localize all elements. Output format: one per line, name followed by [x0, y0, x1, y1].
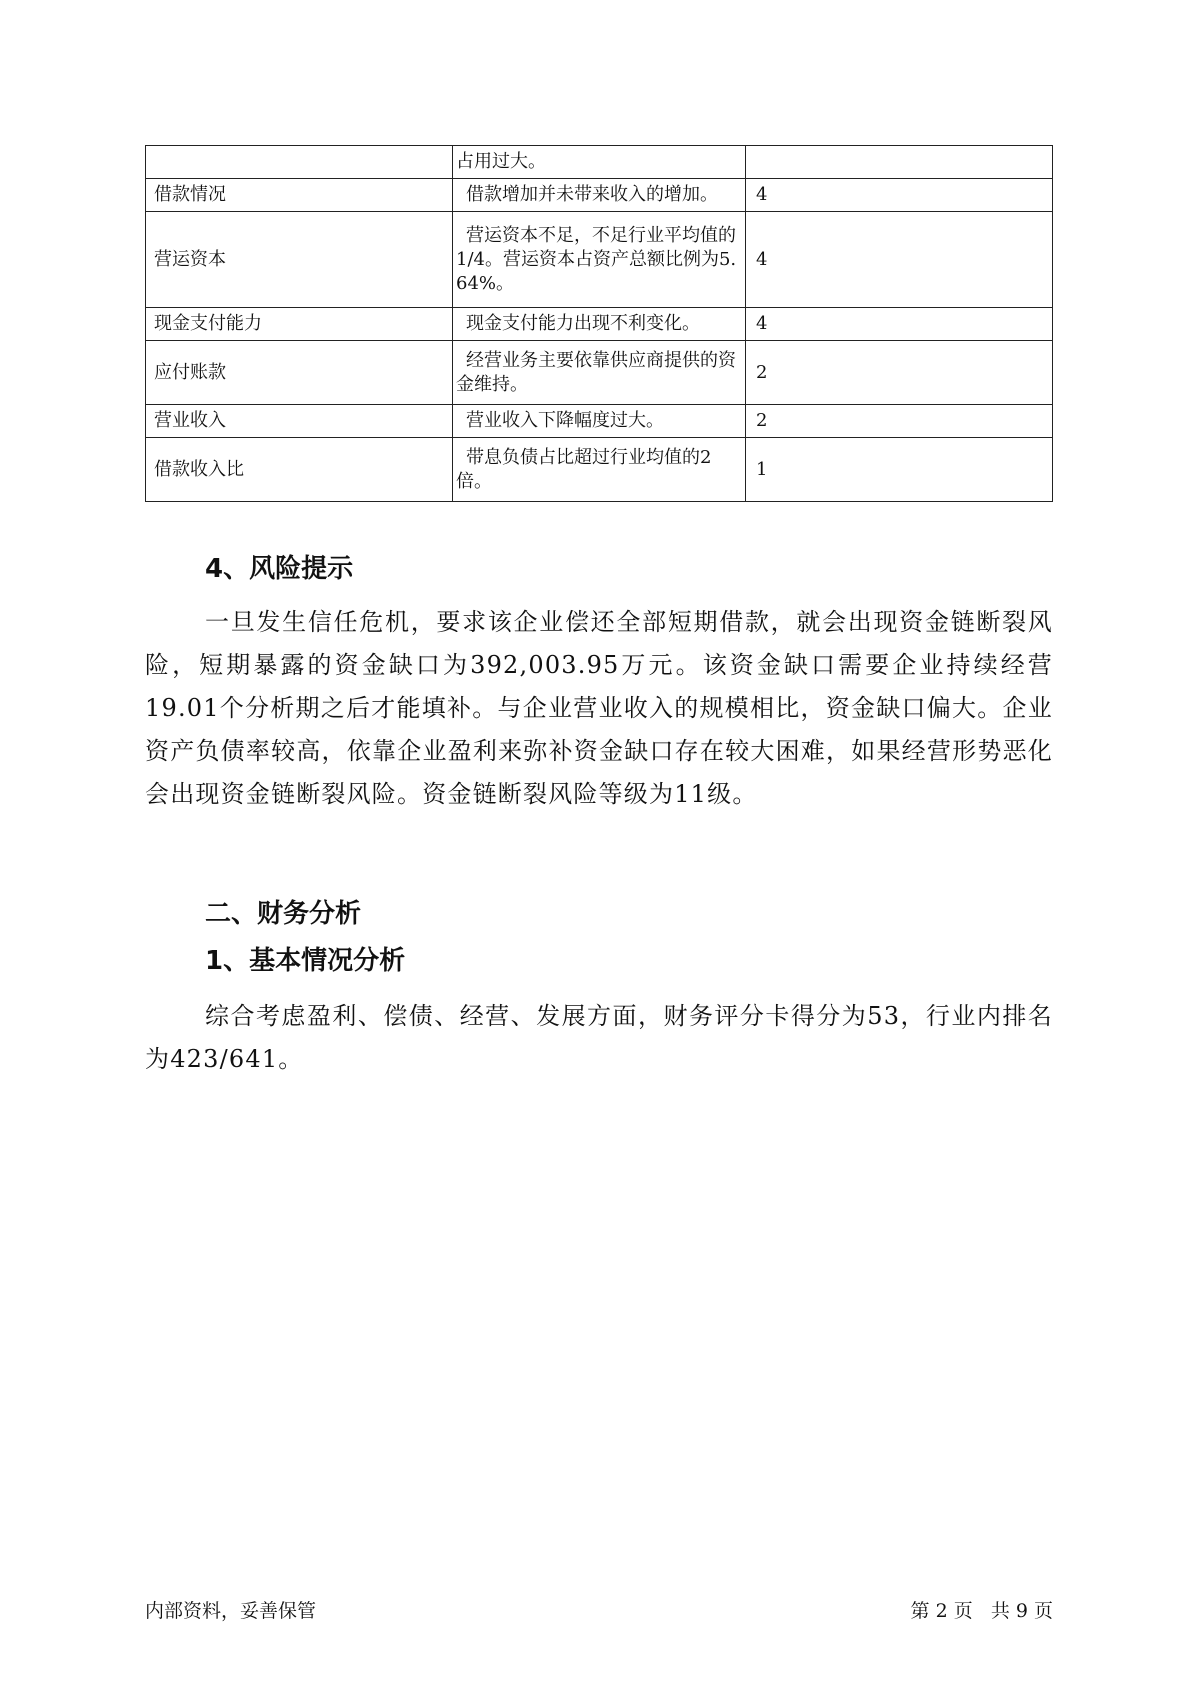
indicator-name: 借款收入比	[146, 438, 453, 502]
indicator-name: 现金支付能力	[146, 308, 453, 341]
risk-indicator-table	[145, 145, 1053, 502]
table-row	[146, 438, 1053, 502]
footer-page-number: 第 2 页 共 9 页	[910, 1600, 1053, 1622]
indicator-score: 2	[746, 405, 1053, 438]
table-row	[146, 308, 1053, 341]
financial-analysis-heading: 二、财务分析	[205, 899, 362, 929]
indicator-description: 营业收入下降幅度过大。	[466, 410, 664, 431]
table-row	[146, 341, 1053, 405]
table-row	[146, 179, 1053, 212]
risk-warning-paragraph: 一旦发生信任危机，要求该企业偿还全部短期借款，就会出现资金链断裂风险，短期暴露的资金缺口为392,003.95万元。该资金缺口需要企业持续经营 19.01个分析期之后才能填补。与企业营业收入的规模相比，资金缺口偏大。企业资产负债率较高，依靠企业盈利来弥补资金缺口存在较大困难，如果经营形势恶化会出现资金链断裂风险。资金链断裂风险等级为11级。	[145, 608, 1053, 808]
risk-warning-heading: 4、风险提示	[205, 554, 354, 584]
indicator-name: 营运资本	[146, 212, 453, 308]
footer-confidential-note: 内部资料，妥善保管	[145, 1600, 317, 1622]
indicator-name: 营业收入	[146, 405, 453, 438]
indicator-name	[146, 146, 453, 179]
table-row	[146, 146, 1053, 179]
indicator-name: 借款情况	[146, 179, 453, 212]
indicator-description: 占用过大。	[453, 146, 746, 179]
indicator-description: 带息负债占比超过行业均值的2倍。	[453, 438, 746, 502]
indicator-score: 4	[746, 308, 1053, 341]
indicator-score	[746, 146, 1053, 179]
indicator-name: 应付账款	[146, 341, 453, 405]
indicator-score: 4	[746, 212, 1053, 308]
basic-analysis-paragraph: 综合考虑盈利、偿债、经营、发展方面，财务评分卡得分为53，行业内排名为423/641。	[145, 1002, 1053, 1073]
indicator-score: 1	[746, 438, 1053, 502]
indicator-score: 4	[746, 179, 1053, 212]
table-row	[146, 212, 1053, 308]
indicator-description: 经营业务主要依靠供应商提供的资金维持。	[453, 341, 746, 405]
indicator-description: 借款增加并未带来收入的增加。	[466, 184, 718, 205]
table-row	[146, 405, 1053, 438]
basic-analysis-heading: 1、基本情况分析	[205, 946, 406, 976]
indicator-description: 营运资本不足，不足行业平均值的1/4。营运资本占资产总额比例为5.64%。	[453, 212, 746, 308]
indicator-score: 2	[746, 341, 1053, 405]
indicator-description: 现金支付能力出现不利变化。	[466, 313, 700, 334]
